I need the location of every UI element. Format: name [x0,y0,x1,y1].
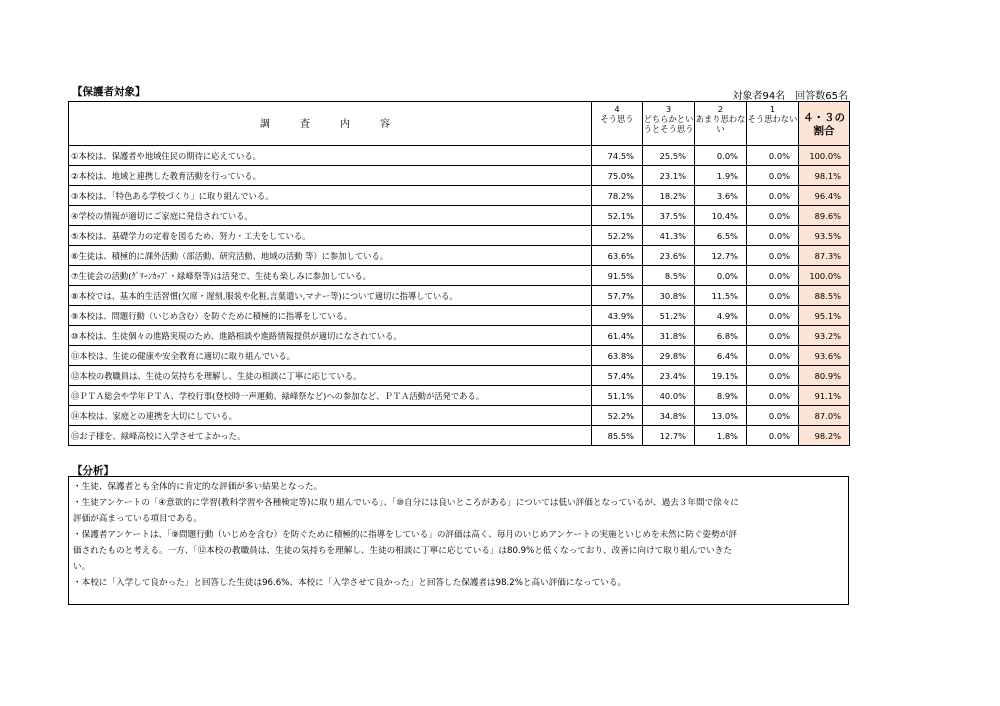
value-cell-2: 3.6% [695,186,747,206]
ratio-header-line2: 割合 [813,124,835,137]
analysis-box [68,476,849,605]
question-cell: ⑨本校は、問題行動（いじめ含む）を防ぐために積極的に指導をしている。 [69,306,592,326]
column-label: あまり思わない [695,114,746,134]
value-cell-1: 0.0% [747,266,799,286]
question-cell: ⑫本校の教職員は、生徒の気持ちを理解し、生徒の相談に丁寧に応じている。 [69,366,592,386]
question-cell: ⑤本校は、基礎学力の定着を図るため、努力・工夫をしている。 [69,226,592,246]
table-row [69,326,850,346]
value-cell-1: 0.0% [747,226,799,246]
value-cell-3: 23.4% [643,366,695,386]
value-cell-2: 8.9% [695,386,747,406]
value-cell-3: 37.5% [643,206,695,226]
ratio-cell: 80.9% [799,366,850,386]
table-row [69,266,850,286]
value-cell-1: 0.0% [747,346,799,366]
table-row [69,186,850,206]
value-cell-1: 0.0% [747,366,799,386]
ratio-cell: 100.0% [799,146,850,166]
ratio-cell: 87.0% [799,406,850,426]
analysis-title: 【分析】 [72,465,114,477]
column-num: 3 [665,104,672,114]
column-num: 2 [717,104,724,114]
value-cell-3: 30.8% [643,286,695,306]
value-cell-2: 4.9% [695,306,747,326]
question-cell: ③本校は、「特色ある学校づくり」に取り組んでいる。 [69,186,592,206]
value-cell-4: 57.4% [592,366,643,386]
table-row [69,146,850,166]
column-label: そう思わない [747,114,798,124]
question-cell: ①本校は、保護者や地域住民の期待に応えている。 [69,146,592,166]
ratio-cell: 91.1% [799,386,850,406]
analysis-line: 価されたものと考える。一方、「⑫本校の教職員は、生徒の気持ちを理解し、生徒の相談に丁寧に応じている」は80.9%と低くなっており、改善に向けて取り組んでいきた [73,546,732,556]
question-cell: ⑦生徒会の活動(ｸﾞﾘｰﾝｶｯﾌﾟ・緑峰祭等)は活発で、生徒も楽しみに参加している。 [69,266,592,286]
value-cell-2: 19.1% [695,366,747,386]
ratio-cell: 95.1% [799,306,850,326]
ratio-cell: 88.5% [799,286,850,306]
analysis-line: い。 [73,562,91,572]
respondent-count: 対象者94名 回答数65名 [732,91,848,102]
value-cell-2: 0.0% [695,266,747,286]
question-cell: ④学校の情報が適切にご家庭に発信されている。 [69,206,592,226]
question-cell: ⑥生徒は、積極的に課外活動（部活動、研究活動、地域の活動 等）に参加している。 [69,246,592,266]
value-cell-3: 23.6% [643,246,695,266]
value-cell-1: 0.0% [747,406,799,426]
value-cell-2: 11.5% [695,286,747,306]
table-row [69,166,850,186]
value-cell-3: 25.5% [643,146,695,166]
value-cell-1: 0.0% [747,426,799,446]
ratio-cell: 100.0% [799,266,850,286]
value-cell-3: 29.8% [643,346,695,366]
value-cell-4: 52.2% [592,406,643,426]
section-title: 【保護者対象】 [72,86,146,98]
value-cell-1: 0.0% [747,146,799,166]
column-header-1 [747,102,799,146]
question-cell: ⑮お子様を、緑峰高校に入学させてよかった。 [69,426,592,446]
table-row [69,246,850,266]
value-cell-3: 18.2% [643,186,695,206]
value-cell-4: 85.5% [592,426,643,446]
question-cell: ⑪本校は、生徒の健康や安全教育に適切に取り組んでいる。 [69,346,592,366]
value-cell-2: 1.8% [695,426,747,446]
value-cell-1: 0.0% [747,306,799,326]
value-cell-4: 75.0% [592,166,643,186]
column-label: どちらかというとそう思う [643,114,694,134]
analysis-line: 評価が高まっている項目である。 [73,514,202,524]
ratio-cell: 93.2% [799,326,850,346]
column-num: 1 [769,104,776,114]
table-row [69,286,850,306]
column-header-3 [643,102,695,146]
value-cell-4: 78.2% [592,186,643,206]
table-row [69,366,850,386]
value-cell-1: 0.0% [747,386,799,406]
analysis-line: ・本校に「入学して良かった」と回答した生徒は96.6%、本校に「入学させて良かった」と回答した保護者は98.2%と高い評価になっている。 [73,578,627,588]
table-row [69,406,850,426]
analysis-line: ・生徒、保護者とも全体的に肯定的な評価が多い結果となった。 [73,482,323,492]
table-row [69,226,850,246]
ratio-cell: 89.6% [799,206,850,226]
value-cell-3: 8.5% [643,266,695,286]
question-column-header: 調 査 内 容 [69,102,592,146]
value-cell-1: 0.0% [747,286,799,306]
ratio-cell: 87.3% [799,246,850,266]
value-cell-3: 31.8% [643,326,695,346]
ratio-cell: 93.5% [799,226,850,246]
survey-table [68,101,850,446]
value-cell-4: 74.5% [592,146,643,166]
table-row [69,206,850,226]
value-cell-4: 63.6% [592,246,643,266]
table-row [69,426,850,446]
value-cell-3: 23.1% [643,166,695,186]
value-cell-4: 43.9% [592,306,643,326]
value-cell-4: 63.8% [592,346,643,366]
value-cell-2: 6.8% [695,326,747,346]
value-cell-1: 0.0% [747,186,799,206]
table-row [69,386,850,406]
analysis-line: ・保護者アンケートは、「⑨問題行動（いじめを含む）を防ぐために積極的に指導をしている」の評価は高く、毎月のいじめアンケートの実施といじめを未然に防ぐ姿勢が評 [73,530,737,540]
ratio-column-header [799,102,850,146]
ratio-header-line1: ４・３の [803,111,845,124]
table-row [69,306,850,326]
column-header-4 [592,102,643,146]
value-cell-2: 10.4% [695,206,747,226]
value-cell-3: 34.8% [643,406,695,426]
question-cell: ⑬ＰＴＡ総会や学年ＰＴＡ、学校行事(登校時一声運動、緑峰祭など)への参加など、ＰＴＡ活動が活発である。 [69,386,592,406]
column-header-2 [695,102,747,146]
value-cell-1: 0.0% [747,326,799,346]
ratio-cell: 93.6% [799,346,850,366]
column-label: そう思う [600,114,634,124]
value-cell-4: 51.1% [592,386,643,406]
value-cell-2: 12.7% [695,246,747,266]
value-cell-1: 0.0% [747,166,799,186]
value-cell-3: 40.0% [643,386,695,406]
value-cell-4: 57.7% [592,286,643,306]
value-cell-4: 52.2% [592,226,643,246]
value-cell-2: 6.5% [695,226,747,246]
value-cell-2: 0.0% [695,146,747,166]
question-cell: ②本校は、地域と連携した教育活動を行っている。 [69,166,592,186]
ratio-cell: 98.1% [799,166,850,186]
table-header-row [69,102,850,146]
question-cell: ⑭本校は、家庭との連携を大切にしている。 [69,406,592,426]
value-cell-2: 6.4% [695,346,747,366]
value-cell-2: 1.9% [695,166,747,186]
ratio-cell: 98.2% [799,426,850,446]
column-num: 4 [614,104,620,114]
value-cell-2: 13.0% [695,406,747,426]
question-cell: ⑧本校では、基本的生活習慣(欠席・遅刻,服装や化粧,言葉遣い,マナー等)について適切に指導している。 [69,286,592,306]
question-cell: ⑩本校は、生徒個々の進路実現のため、進路相談や進路情報提供が適切になされている。 [69,326,592,346]
value-cell-4: 61.4% [592,326,643,346]
value-cell-4: 52.1% [592,206,643,226]
value-cell-1: 0.0% [747,246,799,266]
value-cell-1: 0.0% [747,206,799,226]
value-cell-3: 41.3% [643,226,695,246]
table-row [69,346,850,366]
ratio-cell: 96.4% [799,186,850,206]
value-cell-4: 91.5% [592,266,643,286]
value-cell-3: 51.2% [643,306,695,326]
value-cell-3: 12.7% [643,426,695,446]
analysis-line: ・生徒アンケートの「④意欲的に学習(教科学習や各種検定等)に取り組んでいる」、「⑩自分には良いところがある」については低い評価となっているが、過去３年間で徐々に [73,498,739,508]
